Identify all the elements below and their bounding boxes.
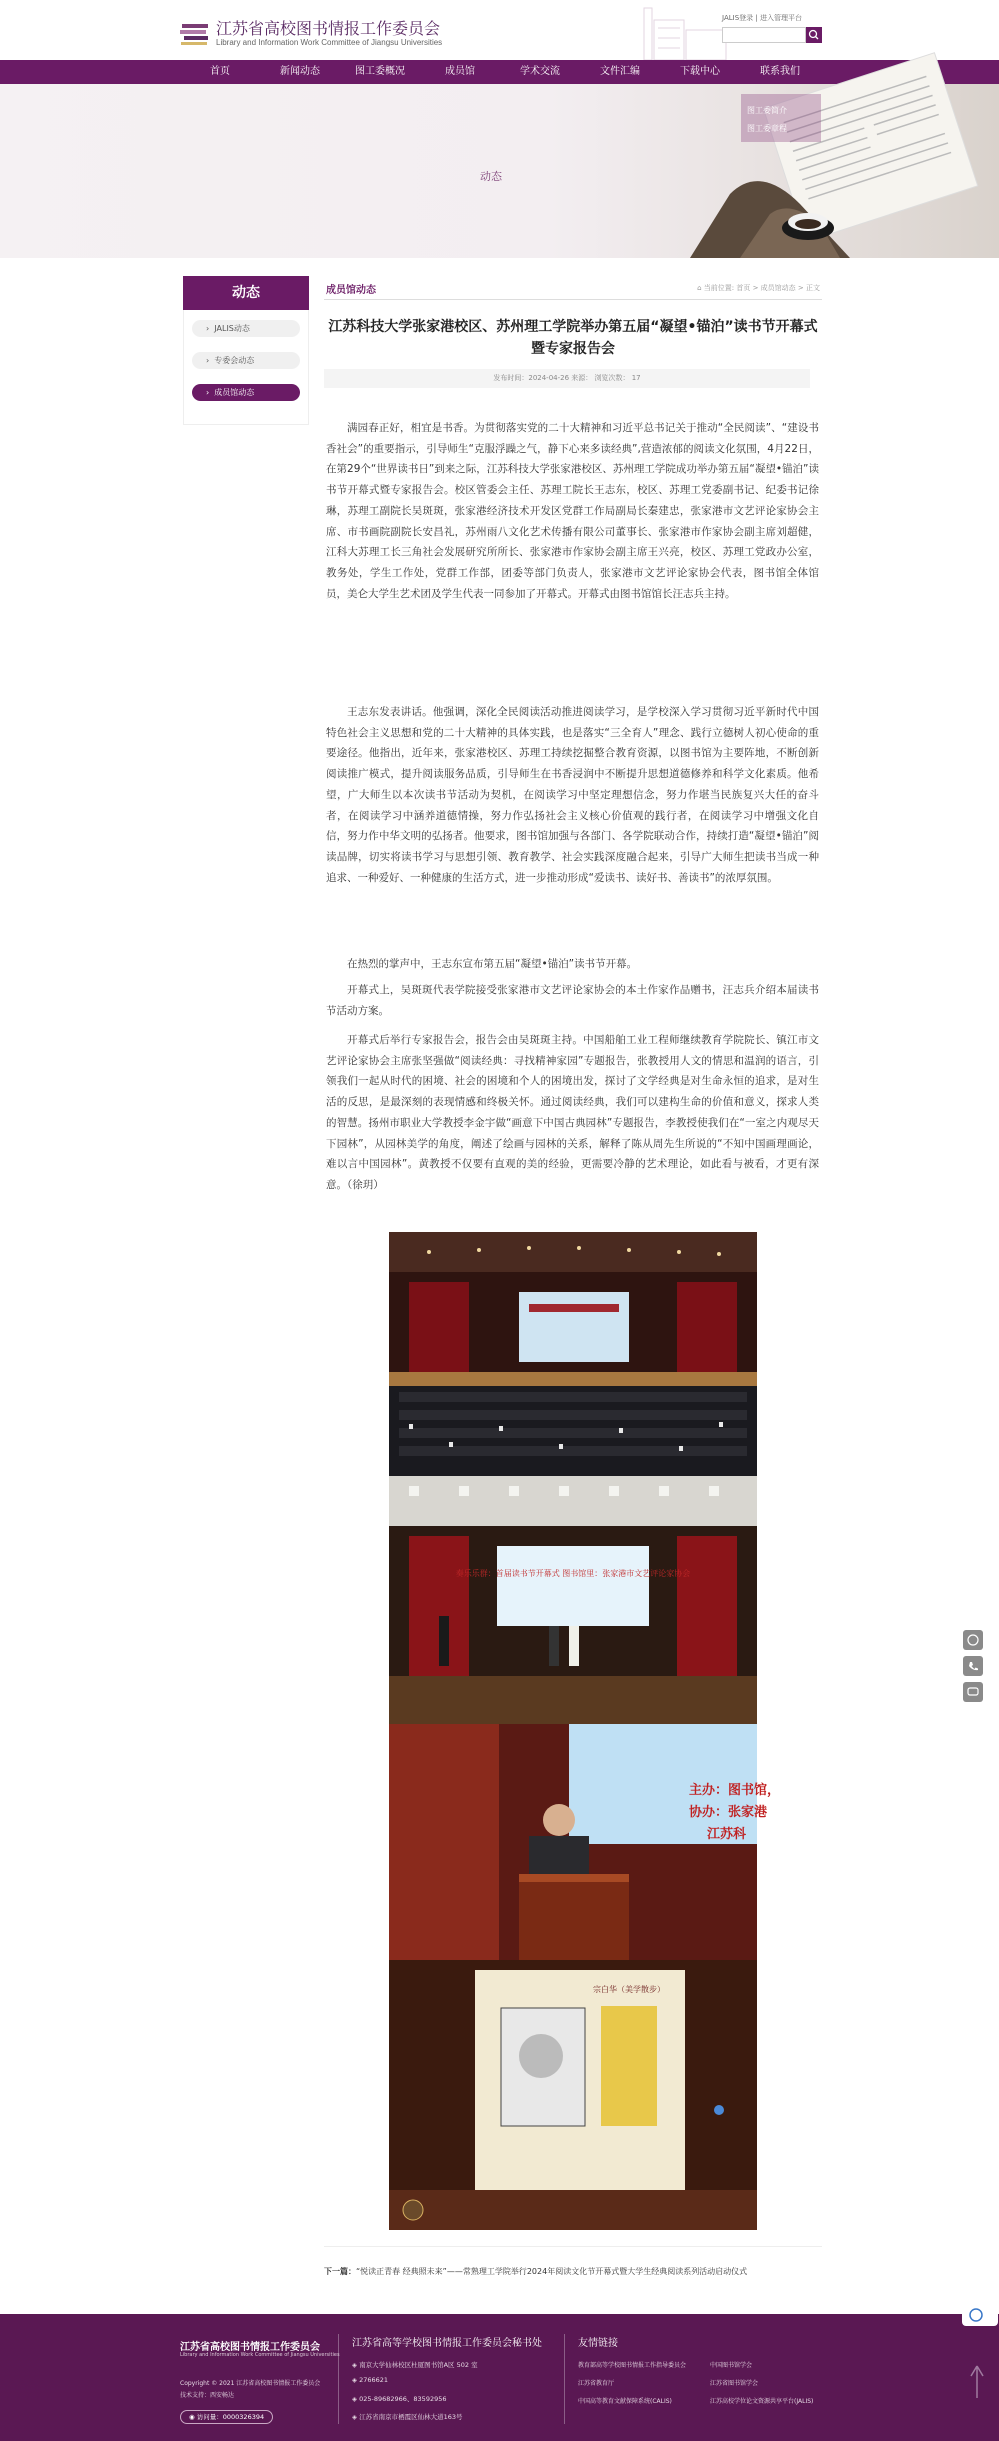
links-title: 友情链接: [578, 2338, 618, 2349]
next-article-link[interactable]: [324, 2266, 747, 2277]
scroll-top-icon[interactable]: [968, 2362, 986, 2402]
search-icon: [806, 27, 822, 43]
article-paragraph-1: 满园春正好，相宜是书香。为贯彻落实党的二十大精神和习近平总书记关于推动“全民阅读”、“建设书香社会”的重要指示，引导师生“克服浮躁之气，静下心来多读经典”,营造浓郁的阅读文化氛围，4月22日，在第29个“世界读书日”到来之际，江苏科技大学张家港校区、苏州理工学院成功举办第五届“凝望•锚泊”读书节开幕式暨专家报告会。校区管委会主任、苏理工院长王志东，校区、苏理工党委副书记、纪委书记徐琳，苏理工副院长吴斑斑，张家港经济技术开发区党群工作局副局长秦建忠，张家港市文艺评论家协会主席、市书画院副院长安昌礼，苏州雨八文化艺术传播有限公司董事长、张家港市作家协会副主席刘超健，江科大苏理工长三角社会发展研究所所长、张家港市作家协会副主席王兴亮，校区、苏理工党政办公室，教务处，学生工作处，党群工作部，团委等部门负责人，张家港市文艺评论家协会代表，图书馆全体馆员，美仑大学生艺术团及学生代表一同参加了开幕式。开幕式由图书馆馆长汪志兵主持。: [326, 422, 819, 600]
widget-icon: [962, 2304, 998, 2326]
footer-divider: [564, 2334, 565, 2424]
postcode-text: 2766621: [359, 2376, 389, 2384]
sidebar-list: [183, 310, 309, 425]
nav-item-home[interactable]: 首页: [210, 66, 230, 77]
nav-item-about[interactable]: 图工委概况: [355, 66, 405, 77]
article-paragraph-4: 开幕式上，吴斑斑代表学院接受张家港市文艺评论家协会的本土作家作品赠书，汪志兵介绍本届读书节活动方案。: [326, 984, 819, 1017]
location-text: 江苏省南京市栖霞区仙林大道163号: [359, 2413, 463, 2421]
sidebar-item-label: 专委会动态: [214, 356, 255, 365]
header: [0, 0, 999, 60]
photo-book-donation-stage: [389, 1476, 757, 1724]
next-article-title[interactable]: “悦读正青春 经典照未来”——常熟理工学院举行2024年阅读文化节开幕式暨大学生经典阅读系列活动启动仪式: [356, 2267, 748, 2276]
sidebar-title: 动态: [183, 276, 309, 310]
banner-link-charter[interactable]: 图工委章程: [747, 124, 787, 133]
nav-item-news[interactable]: 新闻动态: [280, 66, 320, 77]
footer-logo-text: 江苏省高校图书情报工作委员会: [180, 2342, 320, 2353]
sidebar-item-label: 成员馆动态: [214, 388, 255, 397]
divider: [324, 2246, 822, 2247]
footer-link[interactable]: 中国图书馆学会: [710, 2362, 753, 2369]
sidebar-item-jalis[interactable]: › JALIS动态: [192, 320, 300, 337]
banner-quick-links: [741, 94, 821, 142]
breadcrumb-text[interactable]: 当前位置: 首页 > 成员馆动态 > 正文: [703, 284, 820, 292]
photo4-book-title: 宗白华（美学散步）: [593, 1985, 665, 1994]
location-icon: ◈: [352, 2361, 360, 2369]
article-photo-4: [389, 1960, 757, 2230]
home-icon: ⌂: [697, 284, 702, 292]
article-paragraph-5: 开幕式后举行专家报告会，报告会由吴斑斑主持。中国船舶工业工程师继续教育学院院长、镇江市文艺评论家协会主席张坚强做“阅读经典：寻找精神家园”专题报告，张教授用人文的情思和温润的语言，引领我们一起从时代的困境、社会的困境和个人的困境出发，探讨了文学经典是对生命永恒的追求，是对生活的反思，是最深刻的表现情感和终极关怀。通过阅读经典，我们可以建构生命的价值和意义，探求人类的智慧。扬州市职业大学教授李金宇做“画意下中国古典园林”专题报告，李教授使我们在“一室之内观尽天下园林”，从园林美学的角度，阐述了绘画与园林的关系，解释了陈从周先生所说的“不知中国画理画论，难以言中国园林”。黄教授不仅要有直观的美的经验，更需要冷静的艺术理论，如此看与被看，才更有深意。（徐玥）: [326, 1034, 819, 1191]
photo3-banner-line2: 协办：张家港: [689, 1805, 768, 1820]
chat-icon: [963, 1682, 983, 1702]
sidebar: [183, 276, 309, 425]
mail-icon: ◈: [352, 2376, 360, 2384]
footer-phone: [352, 2394, 447, 2403]
photo-lecture-screen: [389, 1960, 757, 2230]
float-widget-button[interactable]: [962, 2304, 998, 2326]
tech-support-text: 技术支持：西安畅达: [180, 2392, 235, 2399]
search-input[interactable]: [722, 27, 806, 43]
photo-speaker-podium: [389, 1724, 781, 1960]
phone-icon: ◈: [352, 2395, 360, 2403]
page-banner: [0, 84, 999, 258]
breadcrumb: [697, 283, 820, 293]
nav-item-documents[interactable]: 文件汇编: [600, 66, 640, 77]
footer-link[interactable]: 中国高等教育文献保障系统(CALIS): [578, 2398, 672, 2405]
sidebar-item-members[interactable]: › 成员馆动态: [192, 384, 300, 401]
footer-link[interactable]: 江苏省教育厅: [578, 2380, 615, 2387]
secretariat-title: 江苏省高等学校图书情报工作委员会秘书处: [352, 2338, 542, 2349]
article-photo-3: [389, 1724, 781, 1960]
nav-item-academic[interactable]: 学术交流: [520, 66, 560, 77]
phone-icon: [963, 1656, 983, 1676]
footer-postcode: [352, 2376, 388, 2384]
photo2-screen-text: 奏乐乐群：首届读书节开幕式 图书馆里：张家港市文艺评论家协会: [455, 1569, 691, 1578]
article-paragraph-2: 王志东发表讲话。他强调，深化全民阅读活动推进阅读学习，是学校深入学习贯彻习近平新时代中国特色社会主义思想和党的二十大精神的具体实践，也是落实“三全育人”理念、践行立德树人初心使命的重要途径。他指出，近年来，张家港校区、苏理工持续挖掘整合教育资源，以图书馆为主要阵地，不断创新阅读推广模式，提升阅读服务品质，引导师生在书香浸润中不断提升思想道德修养和科学文化素质。他希望，广大师生以本次读书节活动为契机，在阅读学习中坚定理想信念，努力作堪当民族复兴大任的奋斗者，在阅读学习中涵养道德情操，努力作弘扬社会主义核心价值观的践行者，在阅读学习中增强文化自信，努力作中华文明的弘扬者。他要求，图书馆加强与各部门、各学院联动合作，持续打造“凝望•锚泊”阅读品牌，切实将读书学习与思想引领、教育教学、社会实践深度融合起来，引导广大师生把读书当成一种追求、一种爱好、一种健康的生活方式，进一步推动形成“爱读书、读好书、善读书”的浓厚氛围。: [326, 706, 819, 884]
phone-text: 025-89682966、83592956: [359, 2395, 447, 2403]
article-photo-1: [389, 1232, 757, 1476]
footer-link[interactable]: 江苏高校学位论文资源共享平台(JALIS): [710, 2398, 814, 2405]
logo-english-name: Library and Information Work Committee of Jiangsu Universities: [216, 38, 443, 47]
logo-books-icon: [180, 20, 210, 46]
login-link[interactable]: JALIS登录 | 进入管理平台: [722, 14, 802, 22]
footer-link[interactable]: 江苏省图书馆学会: [710, 2380, 759, 2387]
float-phone-button[interactable]: [963, 1656, 983, 1676]
article-photo-2: [389, 1476, 757, 1724]
article-meta: 发布时间：2024-04-26 来源： 浏览次数： 17: [324, 369, 810, 388]
nav-item-downloads[interactable]: 下载中心: [680, 66, 720, 77]
footer-logo-subtitle: Library and Information Work Committee of Jiangsu Universities: [180, 2352, 340, 2358]
logo-chinese-name: 江苏省高校图书情报工作委员会: [216, 19, 441, 38]
sidebar-item-label: JALIS动态: [214, 324, 250, 333]
footer-copyright: [180, 2378, 320, 2402]
pin-icon: ◈: [352, 2413, 360, 2421]
article-title: 江苏科技大学张家港校区、苏州理工学院举办第五届“凝望•锚泊”读书节开幕式暨专家报告会: [328, 319, 818, 357]
sidebar-item-committee[interactable]: › 专委会动态: [192, 352, 300, 369]
photo3-banner-line3: 江苏科: [707, 1827, 747, 1842]
footer-link[interactable]: 教育部高等学校图书情报工作指导委员会: [578, 2362, 687, 2369]
address-text: 南京大学仙林校区杜厦图书馆A区 502 室: [359, 2361, 478, 2369]
search-button[interactable]: [806, 27, 822, 43]
eye-icon: ◉: [189, 2413, 197, 2421]
section-title: 成员馆动态: [326, 285, 376, 296]
section-header: [324, 276, 822, 300]
footer-location: [352, 2412, 463, 2421]
site-logo[interactable]: [178, 14, 443, 54]
footer-divider: [338, 2334, 339, 2424]
nav-item-contact[interactable]: 联系我们: [760, 66, 800, 77]
float-refresh-button[interactable]: [963, 1630, 983, 1650]
copyright-text: Copyright © 2021 江苏省高校图书情报工作委员会: [180, 2380, 321, 2387]
banner-title: 动态: [480, 170, 502, 183]
visit-count: 访问量：0000326394: [196, 2413, 265, 2421]
photo3-banner-line1: 主办：图书馆，: [689, 1783, 781, 1798]
article-paragraph-3: 在热烈的掌声中，王志东宣布第五届“凝望•锚泊”读书节开幕。: [347, 958, 638, 970]
refresh-icon: [963, 1630, 983, 1650]
footer-address: [352, 2360, 478, 2369]
banner-link-intro[interactable]: 图工委简介: [747, 106, 787, 115]
float-chat-button[interactable]: [963, 1682, 983, 1702]
visit-counter: [180, 2410, 273, 2424]
photo-auditorium-stage: [389, 1232, 757, 1476]
next-article-label: 下一篇：: [324, 2267, 356, 2276]
nav-item-members[interactable]: 成员馆: [445, 66, 475, 77]
footer: [0, 2314, 999, 2441]
